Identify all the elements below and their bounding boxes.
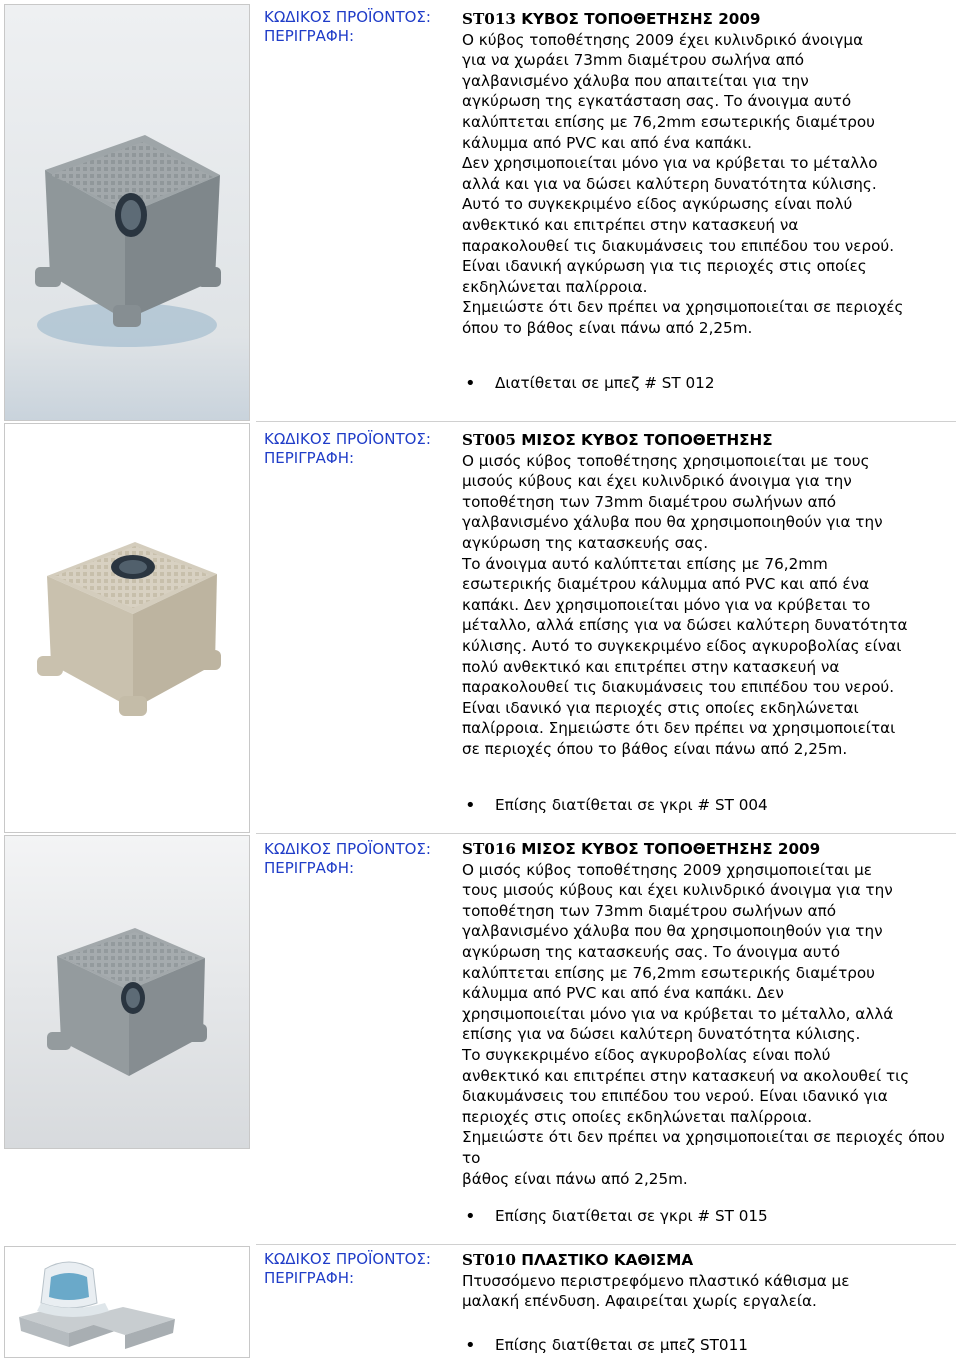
description-line: αλλά και για να δώσει καλύτερη δυνατότητα κύλισης. — [462, 174, 877, 193]
field-labels — [264, 840, 444, 878]
product-title — [462, 1250, 947, 1271]
description-line: μισούς κύβους και έχει κυλινδρικό άνοιγμα για την — [462, 472, 852, 491]
section-divider — [256, 421, 956, 422]
product-description — [462, 9, 947, 339]
product-title — [462, 430, 947, 451]
description-line: παρακολουθεί τις διακυμάνσεις του επιπέδου του νερού. — [462, 236, 895, 255]
mooring-cube-grey-icon — [5, 5, 249, 420]
product-name: ΜΙΣΟΣ ΚΥΒΟΣ ΤΟΠΟΘΕΤΗΣΗΣ — [521, 431, 773, 449]
description-line: τοποθέτηση των 73mm διαμέτρου σωλήνων από — [462, 901, 837, 920]
availability-bullet: • Επίσης διατίθεται σε μπεζ ST011 — [495, 1336, 748, 1354]
product-photo-frame — [4, 4, 250, 421]
description-line: Πτυσσόμενο περιστρεφόμενο πλαστικό κάθισμα με — [462, 1271, 850, 1290]
description-line: Ο μισός κύβος τοποθέτησης χρησιμοποιείται με τους — [462, 451, 870, 470]
description-line: Δεν χρησιμοποιείται μόνο για να κρύβεται το μέταλλο — [462, 154, 878, 173]
description-line: χρησιμοποιείται μόνο για να κρύβεται το μέταλλο, αλλά — [462, 1004, 894, 1023]
product-code-label: ΚΩΔΙΚΟΣ ΠΡΟΪΟΝΤΟΣ: — [264, 840, 431, 858]
product-name: ΚΥΒΟΣ ΤΟΠΟΘΕΤΗΣΗΣ 2009 — [521, 10, 761, 28]
description-line: περιοχές στις οποίες εκδηλώνεται παλίρροια. — [462, 1107, 813, 1126]
product-name: ΜΙΣΟΣ ΚΥΒΟΣ ΤΟΠΟΘΕΤΗΣΗΣ 2009 — [521, 840, 821, 858]
description-line: κύλισης. Αυτό το συγκεκριμένο είδος αγκυροβολίας είναι — [462, 636, 902, 655]
product-code-label: ΚΩΔΙΚΟΣ ΠΡΟΪΟΝΤΟΣ: — [264, 1250, 431, 1268]
description-line: καπάκι. Δεν χρησιμοποιείται μόνο για να κρύβεται το — [462, 595, 871, 614]
half-cube-beige-icon — [5, 424, 249, 832]
field-labels — [264, 430, 444, 468]
description-line: όπου το βάθος είναι πάνω από 2,25m. — [462, 318, 753, 337]
description-label: ΠΕΡΙΓΡΑΦΗ: — [264, 27, 355, 45]
product-code: ST010 — [462, 1251, 516, 1269]
description-line: διακυμάνσεις του επιπέδου του νερού. Είναι ιδανικό για — [462, 1087, 888, 1106]
product-photo-frame — [4, 1246, 250, 1358]
product-code: ST013 — [462, 10, 516, 28]
description-line: παλίρροια. Σημειώστε ότι δεν πρέπει να χρησιμοποιείται — [462, 719, 896, 738]
description-line: πολύ ανθεκτικό και επιτρέπει στην κατασκευή να — [462, 657, 840, 676]
half-cube-grey-icon — [5, 836, 249, 1148]
description-line: καλύπτεται επίσης με 76,2mm εσωτερικής διαμέτρου — [462, 112, 875, 131]
description-line: Αυτό το συγκεκριμένο είδος αγκύρωσης είναι πολύ — [462, 195, 853, 214]
product-title — [462, 839, 947, 860]
description-line: ανθεκτικό και επιτρέπει στην κατασκευή να ακολουθεί τις — [462, 1066, 910, 1085]
plastic-seat-icon — [5, 1247, 249, 1357]
description-line: βάθος είναι πάνω από 2,25m. — [462, 1169, 688, 1188]
description-line: Ο κύβος τοποθέτησης 2009 έχει κυλινδρικό άνοιγμα — [462, 30, 864, 49]
description-label: ΠΕΡΙΓΡΑΦΗ: — [264, 449, 355, 467]
product-photo-frame — [4, 423, 250, 833]
product-code: ST005 — [462, 431, 516, 449]
availability-bullet: • Διατίθεται σε μπεζ # ST 012 — [495, 374, 715, 392]
description-line: κάλυμμα από PVC και από ένα καπάκι. — [462, 133, 752, 152]
product-name: ΠΛΑΣΤΙΚΟ ΚΑΘΙΣΜΑ — [521, 1251, 694, 1269]
description-line: Σημειώστε ότι δεν πρέπει να χρησιμοποιείται σε περιοχές — [462, 298, 904, 317]
field-labels — [264, 1250, 444, 1288]
product-description — [462, 1250, 947, 1312]
section-divider — [256, 1244, 956, 1245]
description-line: αγκύρωση της κατασκευής σας. Το άνοιγμα αυτό — [462, 942, 840, 961]
description-line: μέταλλο, αλλά επίσης για να δώσει καλύτερη δυνατότητα — [462, 616, 908, 635]
description-line: Ο μισός κύβος τοποθέτησης 2009 χρησιμοποιείται με — [462, 860, 872, 879]
field-labels — [264, 8, 444, 46]
availability-bullet: • Επίσης διατίθεται σε γκρι # ST 004 — [495, 796, 768, 814]
product-description — [462, 839, 947, 1189]
description-line: ανθεκτικό και επιτρέπει στην κατασκευή να — [462, 215, 799, 234]
description-line: Σημειώστε ότι δεν πρέπει να χρησιμοποιείται σε περιοχές όπου το — [462, 1128, 945, 1167]
product-title — [462, 9, 947, 30]
description-line: σε περιοχές όπου το βάθος είναι πάνω από 2,25m. — [462, 739, 848, 758]
availability-bullet: • Επίσης διατίθεται σε γκρι # ST 015 — [495, 1207, 768, 1225]
description-line: γαλβανισμένο χάλυβα που θα χρησιμοποιηθούν για την — [462, 922, 883, 941]
description-line: καλύπτεται επίσης με 76,2mm εσωτερικής διαμέτρου — [462, 963, 875, 982]
product-code: ST016 — [462, 840, 516, 858]
section-divider — [256, 833, 956, 834]
description-label: ΠΕΡΙΓΡΑΦΗ: — [264, 1269, 355, 1287]
product-code-label: ΚΩΔΙΚΟΣ ΠΡΟΪΟΝΤΟΣ: — [264, 8, 431, 26]
description-line: Είναι ιδανική αγκύρωση για τις περιοχές στις οποίες — [462, 257, 867, 276]
description-line: τοποθέτηση των 73mm διαμέτρου σωλήνων από — [462, 492, 837, 511]
description-label: ΠΕΡΙΓΡΑΦΗ: — [264, 859, 355, 877]
description-line: για να χωράει 73mm διαμέτρου σωλήνα από — [462, 51, 805, 70]
description-line: επίσης για να δώσει καλύτερη δυνατότητα κύλισης. — [462, 1025, 861, 1044]
description-line: εσωτερικής διαμέτρου κάλυμμα από PVC και από ένα — [462, 575, 870, 594]
description-line: μαλακή επένδυση. Αφαιρείται χωρίς εργαλεία. — [462, 1292, 817, 1311]
description-line: παρακολουθεί τις διακυμάνσεις του επιπέδου του νερού. — [462, 678, 895, 697]
description-line: Το συγκεκριμένο είδος αγκυροβολίας είναι πολύ — [462, 1045, 831, 1064]
description-line: αγκύρωση της κατασκευής σας. — [462, 533, 709, 552]
description-line: τους μισούς κύβους και έχει κυλινδρικό άνοιγμα για την — [462, 881, 893, 900]
product-description — [462, 430, 947, 760]
description-line: Το άνοιγμα αυτό καλύπτεται επίσης με 76,2mm — [462, 554, 828, 573]
product-photo-frame — [4, 835, 250, 1149]
description-line: αγκύρωση της εγκατάσταση σας. Το άνοιγμα αυτό — [462, 92, 852, 111]
description-line: Είναι ιδανικό για περιοχές στις οποίες εκδηλώνεται — [462, 698, 859, 717]
description-line: κάλυμμα από PVC και από ένα καπάκι. Δεν — [462, 984, 784, 1003]
description-line: γαλβανισμένο χάλυβα που απαιτείται για την — [462, 71, 809, 90]
product-code-label: ΚΩΔΙΚΟΣ ΠΡΟΪΟΝΤΟΣ: — [264, 430, 431, 448]
description-line: γαλβανισμένο χάλυβα που θα χρησιμοποιηθούν για την — [462, 513, 883, 532]
description-line: εκδηλώνεται παλίρροια. — [462, 277, 648, 296]
